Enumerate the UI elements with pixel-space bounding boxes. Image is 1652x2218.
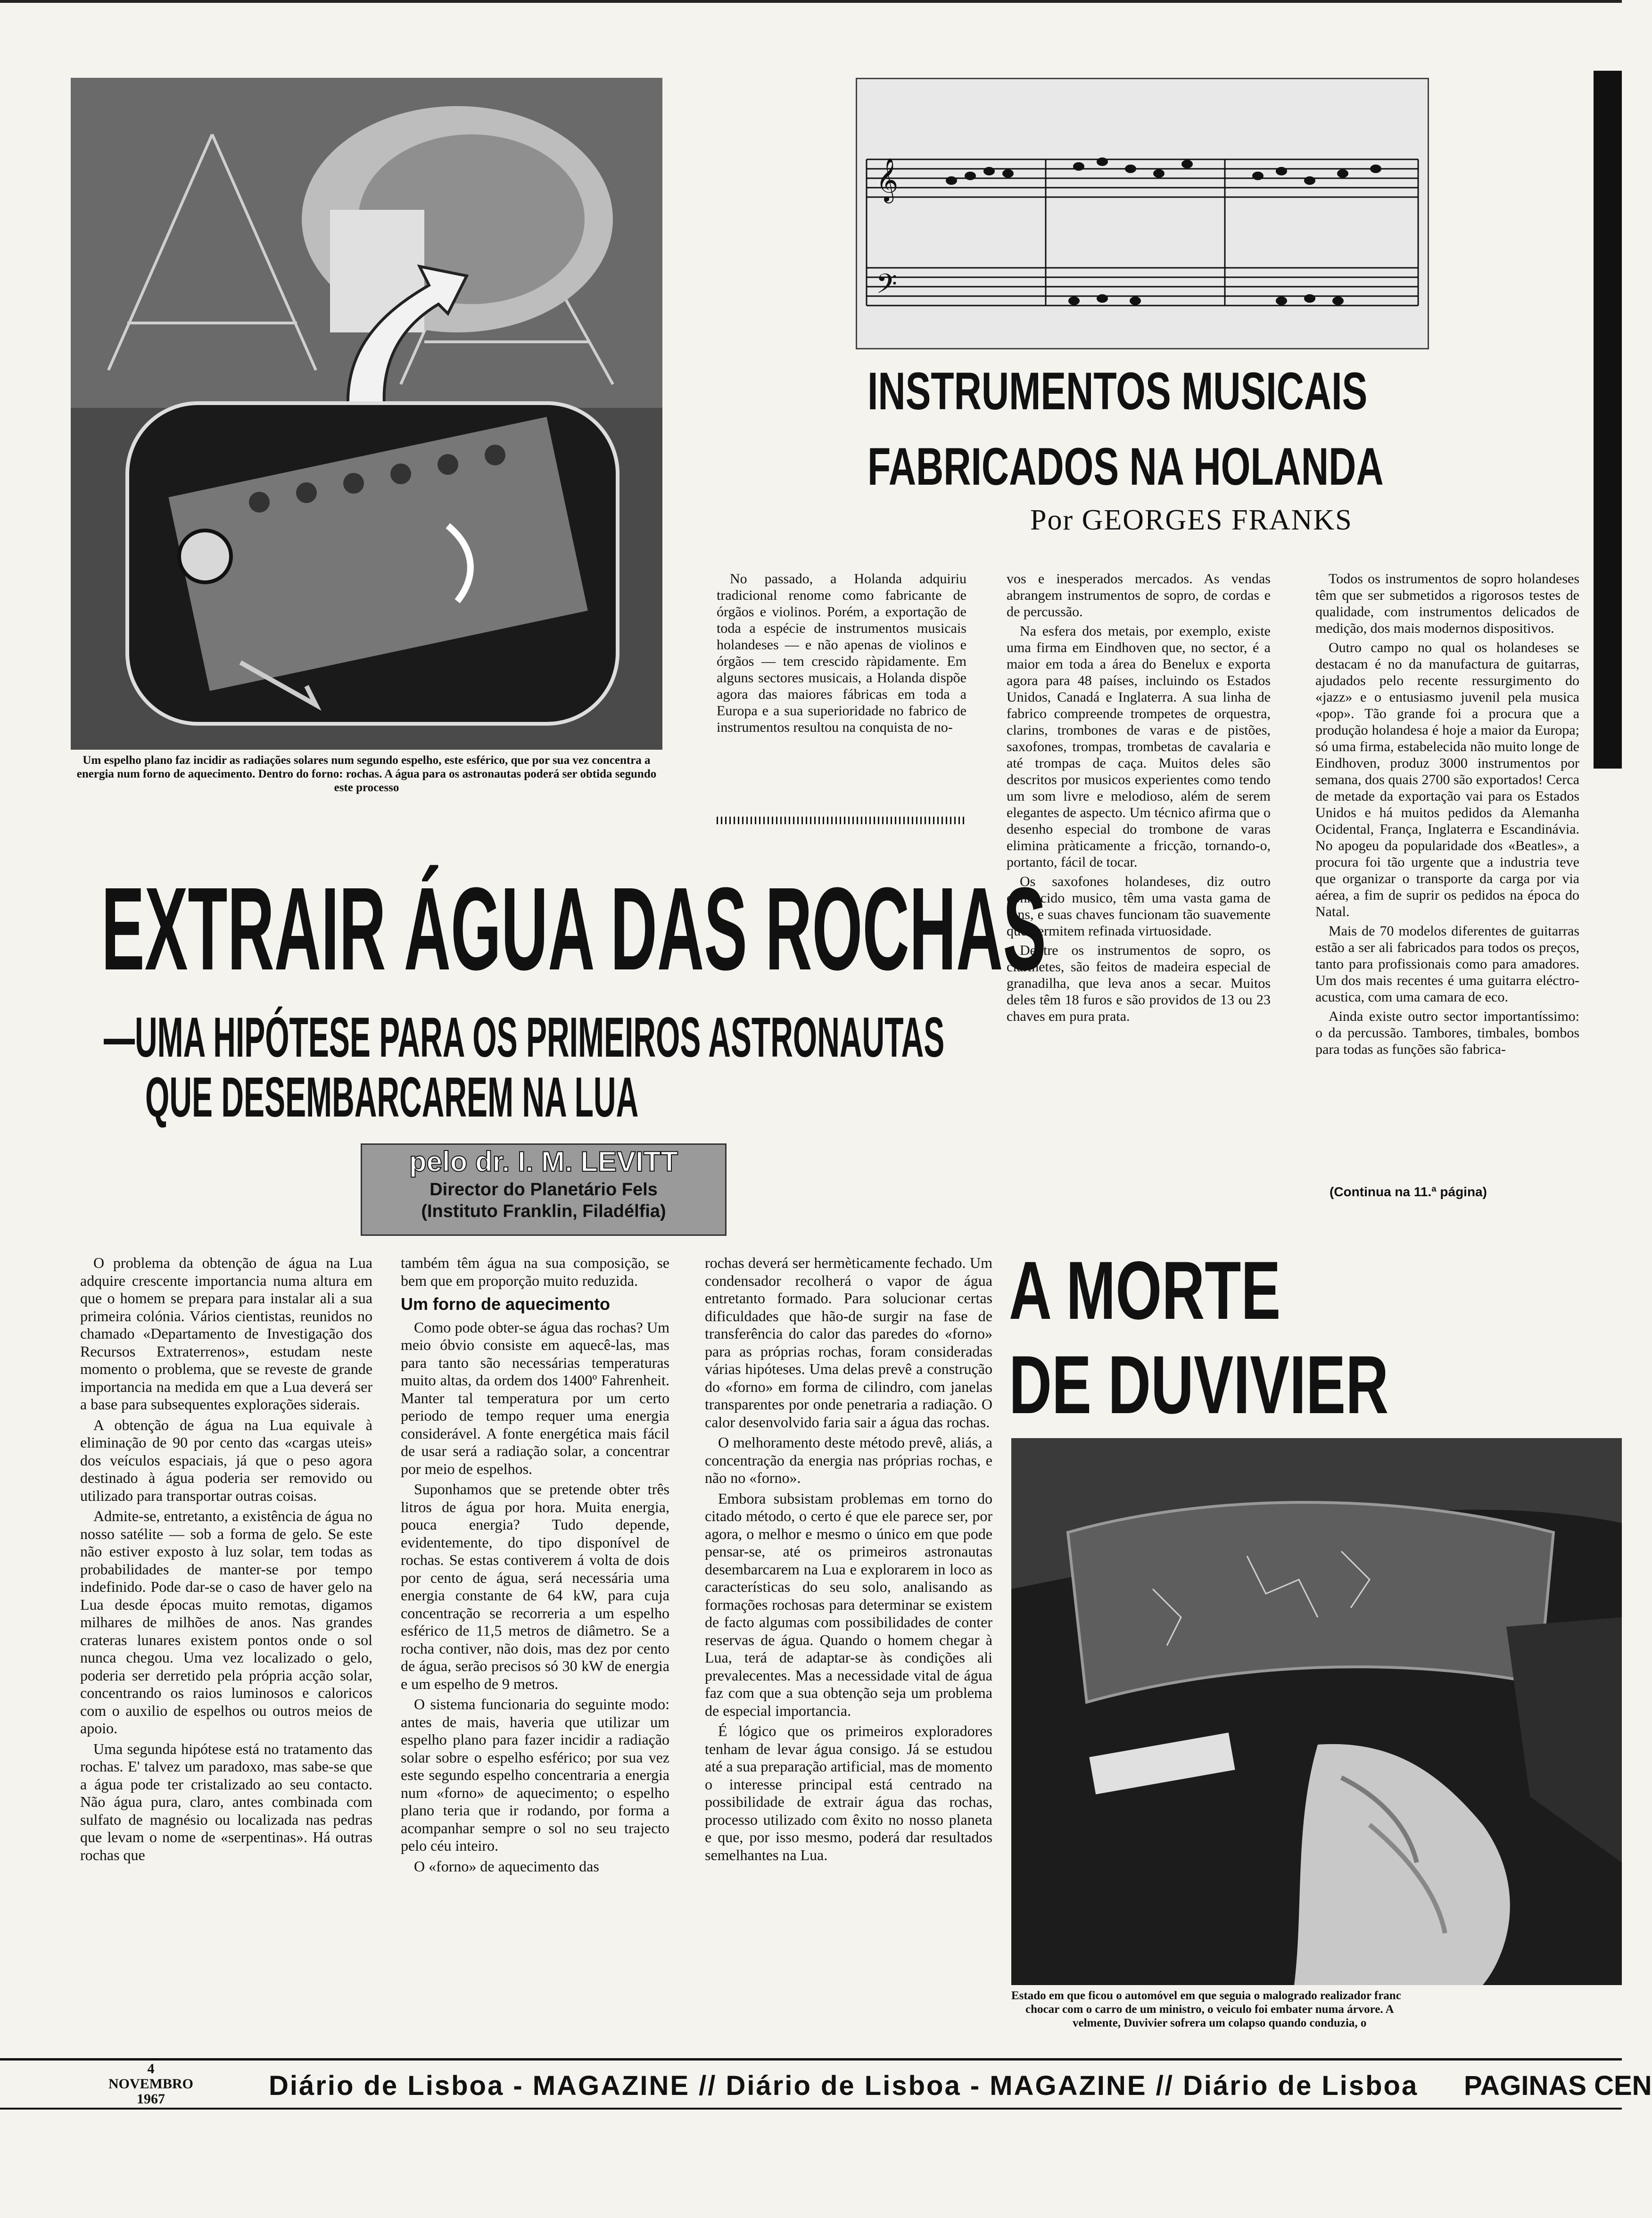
car-wreck-photo [1011, 1438, 1622, 1985]
footer-date [101, 2061, 200, 2107]
footer-right-text: PAGINAS CEN [1464, 2070, 1652, 2101]
music-headline-line2: FABRICADOS NA HOLANDA [867, 437, 1384, 496]
author-byline-box [361, 1143, 727, 1236]
astro-column-3 [705, 1254, 992, 1867]
right-edge-bar [1594, 71, 1622, 769]
astro-column-2 [401, 1254, 669, 1878]
astro-paragraph: também têm água na sua composição, se bem que em proporção muito reduzida. [401, 1254, 669, 1289]
duvivier-caption-line2: chocar com o carro de um ministro, o veiculo foi embater numa árvore. A [1025, 2003, 1394, 2016]
music-paragraph: Mais de 70 modelos diferentes de guitarras estão a ser ali fabricados para todos os preços, tanto para profissionais como para amadores. Um dos mais recentes é uma guitarra eléctro-acustica, com uma camara de eco. [1315, 923, 1579, 1005]
footer-top-rule [0, 2058, 1622, 2061]
footer-day: 4 [147, 2061, 155, 2077]
music-headline-line1: INSTRUMENTOS MUSICAIS [867, 362, 1368, 421]
main-headline: EXTRAIR ÁGUA DAS ROCHAS [101, 863, 1047, 994]
continued-note: (Continua na 11.ª página) [1330, 1184, 1487, 1199]
svg-text:𝄞: 𝄞 [876, 157, 899, 201]
astro-paragraph: Suponhamos que se pretende obter três litros de água por hora. Muita energia, pouca energia? Tudo depende, evidentemente, do tipo disponível de rochas. Se estas contiverem á volta de dois por cento de água, será necessária uma energia constante de 64 kW, para cuja concentração se recorreria a um espelho esférico de 11,5 metros de diâmetro. Se a rocha contiver, não dois, mas dez por cento de água, serão precisos só 30 kW de energia e um espelho de 9 metros. [401, 1481, 669, 1692]
top-rule [0, 0, 1622, 3]
astro-paragraph: O «forno» de aquecimento das [414, 1857, 599, 1875]
subheadline-2: QUE DESEMBARCAREM NA LUA [145, 1066, 639, 1129]
music-paragraph: Os saxofones holandeses, diz outro conhecido musico, têm uma vasta gama de tons, e suas chaves funcionam tão suavemente que permitem refinada virtuosidade. [1007, 874, 1271, 939]
music-paragraph: Dentre os instrumentos de sopro, os clarinetes, são feitos de madeira especial de granadilha, que leva anos a secar. Muitos deles têm 18 furos e são providos de 13 ou 23 chaves em pura prata. [1007, 943, 1271, 1024]
svg-text:𝄢: 𝄢 [876, 268, 898, 306]
astro-paragraph: O problema da obtenção de água na Lua adquire crescente importancia numa altura em que o homem se prepara para instalar ali a sua primeira colónia. Vários cientistas, reunidos no chamado «Departamento de Investigação dos Recursos Extraterrenos», estudam neste momento o problema, que se reveste de grande importancia na medida em que a Lua deverá ser a base para subsequentes explorações siderais. [80, 1254, 372, 1413]
astro-paragraph: É lógico que os primeiros exploradores tenham de levar água consigo. Já se estudou até a sua preparação artificial, mas de momento o interesse principal está centrado na possibilidade de extrair água das rochas, processo utilizado com êxito no nosso planeta e que, por isso mesmo, poderá dar resultados semelhantes na Lua. [705, 1722, 992, 1863]
footer-bottom-rule [0, 2108, 1622, 2110]
duvivier-headline-line1: A MORTE [1009, 1245, 1281, 1337]
duvivier-caption [1011, 1989, 1622, 2030]
author-institution: (Instituto Franklin, Filadélfia) [421, 1201, 666, 1221]
footer-year: 1967 [137, 2091, 165, 2107]
astro-paragraph: rochas deverá ser hermèticamente fechado. Um condensador recolherá o vapor de água entretanto formado. Para solucionar certas dificuldades que hão-de surgir na fase de transferência do calor das paredes do «forno» para as próprias rochas, foram consideradas várias hipóteses. Uma delas prevê a construção do «forno» em forma de cilindro, com janelas transparentes por onde penetraria a radiação. O calor desenvolvido faria sair a água das rochas. [705, 1254, 992, 1431]
subheadline-1: —UMA HIPÓTESE PARA OS PRIMEIROS ASTRONAUTAS [104, 1006, 945, 1069]
duvivier-headline-line2: DE DUVIVIER [1009, 1339, 1389, 1431]
music-column-3 [1315, 571, 1579, 1060]
sheet-music-photo [856, 78, 1429, 349]
footer-banner: Diário de Lisboa - MAGAZINE // Diário de Lisboa - MAGAZINE // Diário de Lisboa [269, 2070, 1419, 2101]
astro-paragraph: Embora subsistam problemas em torno do citado método, o certo é que ele parece ser, por agora, o melhor e mesmo o único em que pode pensar-se, até os primeiros astronautas desembarcarem na Lua e explorarem in loco as características do seu solo, analisando as formações rochosas para determinar se existem de facto algumas com possibilidades de conter reservas de água. Quando o homem chegar à Lua, terá de adaptar-se às condições ali prevalecentes. Mas a necessidade vital de água faz com que a sua obtenção seja um problema de especial importancia. [705, 1490, 992, 1719]
music-paragraph: Outro campo no qual os holandeses se destacam é no da manufactura de guitarras, ajudados pelo recente ressurgimento do «jazz» e o entusiasmo juvenil pela musica «pop». Tão grande foi a procura que a produção holandesa é hoje a maior da Europa; só uma firma, estabelecida não muito longe de Eindhoven, produz 3000 instrumentos por semana, dos quais 2700 são exportados! Cerca de metade da exportação vai para os Estados Unidos e há muitos pedidos da Alemanha Ocidental, França, Inglaterra e Escandinávia. No apogeu da popularidade dos «Beatles», a procura foi tão urgente que a industria teve que organizar o transporte da carga por via aérea, a fim de suprir os pedidos na época do Natal. [1315, 640, 1579, 919]
music-paragraph: Na esfera dos metais, por exemplo, existe uma firma em Eindhoven que, no sector, é a maior em toda a área do Benelux e exporta agora para 48 países, incluindo os Estados Unidos, Canadá e Inglaterra. A sua linha de fabrico compreende trompetes de orquestra, clarins, trombones de varas e de pistões, saxofones, trompas, trombetas de cavalaria e até trompas de caça. Muitos deles são descritos por musicos experientes como tendo um som livre e melodioso, além de serem elegantes de aspecto. Um técnico afirma que o desenho especial do trombone de varas elimina pràticamente a fricção, tornando-o, portanto, fácil de tocar. [1007, 623, 1271, 870]
astro-paragraph: A obtenção de água na Lua equivale à eliminação de 90 por cento das «cargas uteis» dos veículos espaciais, já que o peso agora destinado à água poderia ser removido ou utilizado para transportar outras coisas. [80, 1416, 372, 1504]
author-title: Director do Planetário Fels [430, 1180, 658, 1200]
music-paragraph: No passado, a Holanda adquiriu tradicional renome como fabricante de órgãos e violinos. Porém, a exportação de toda a espécie de instrumentos musicais holandeses — e não apenas de violinos e órgãos — tem crescido ràpidamente. Em alguns sectores musicais, a Holanda dispõe agora das maiores fábricas em toda a Europa e a sua superioridade no fabrico de instrumentos resultou na conquista de no- [717, 571, 966, 735]
astro-paragraph: O sistema funcionaria do seguinte modo: antes de mais, haveria que utilizar um espelho plano para fazer incidir a radiação solar sobre o espelho esférico; por sua vez este segundo espelho concentraria a energia num «forno» de aquecimento; o espelho plano teria que ir rodando, por forma a acompanhar sempre o sol no seu trajecto pelo céu inteiro. [401, 1696, 669, 1854]
music-byline: Por GEORGES FRANKS [1030, 504, 1353, 536]
illustration-caption: Um espelho plano faz incidir as radiações solares num segundo espelho, este esférico, que por sua vez concentra a energia num forno de aquecimento. Dentro do forno: rochas. A água para os astronautas poderá ser obtida segundo este processo [76, 754, 657, 794]
astro-paragraph: O melhoramento deste método prevê, aliás, a concentração da energia nas próprias rochas, e não no «forno». [705, 1434, 992, 1486]
column-end-rule [717, 817, 966, 824]
astro-column-1 [80, 1254, 372, 1867]
astro-paragraph: Uma segunda hipótese está no tratamento das rochas. E' talvez um paradoxo, mas sabe-se que a água pode ter cristalizado ao seu contacto. Não água pura, claro, antes combinada com sulfato de magnésio ou localizada nas pedras que levam o nome de «serpentinas». Há outras rochas que [80, 1740, 372, 1863]
lunar-furnace-illustration [71, 78, 662, 750]
astro-subheading: Um forno de aquecimento [401, 1294, 611, 1314]
music-column-1 [717, 571, 966, 738]
astro-paragraph: Como pode obter-se água das rochas? Um meio óbvio consiste em aquecê-las, mas para tanto são necessárias temperaturas muito altas, da ordem dos 1400º Fahrenheit. Manter tal temperatura por um certo periodo de tempo requer uma energia considerável. A fonte energética mais fácil de usar será a radiação solar, a concentrar por meio de espelhos. [401, 1318, 669, 1477]
duvivier-caption-line1: Estado em que ficou o automóvel em que seguia o malogrado realizador franc [1011, 1989, 1401, 2002]
footer-month: NOVEMBRO [108, 2076, 193, 2092]
music-paragraph: Ainda existe outro sector importantíssimo: o da percussão. Tambores, timbales, bombos para todas as funções são fabrica- [1315, 1009, 1579, 1057]
duvivier-caption-line3: velmente, Duvivier sofrera um colapso quando conduzia, o [1073, 2017, 1367, 2029]
music-paragraph: vos e inesperados mercados. As vendas abrangem instrumentos de sopro, de cordas e de percussão. [1007, 571, 1271, 620]
author-name: pelo dr. I. M. LEVITT [409, 1146, 678, 1177]
music-paragraph: Todos os instrumentos de sopro holandeses têm que ser submetidos a rigorosos testes de qualidade, com instrumentos delicados de medição, dos mais modernos dispositivos. [1315, 571, 1579, 636]
astro-paragraph: Admite-se, entretanto, a existência de água no nosso satélite — sob a forma de gelo. Se este não estiver exposto à luz solar, tem todas as probabilidades de manter-se por tempo indefinido. Pode dar-se o caso de haver gelo na Lua desde épocas muito remotas, digamos milhares de milhões de anos. Nas grandes crateras lunares existem pontos onde o sol nunca chegou. Uma vez localizado o gelo, poderia ser derretido pela própria acção solar, concentrando os raios luminosos e caloricos com o auxilio de espelhos ou outros meios de apoio. [80, 1507, 372, 1737]
